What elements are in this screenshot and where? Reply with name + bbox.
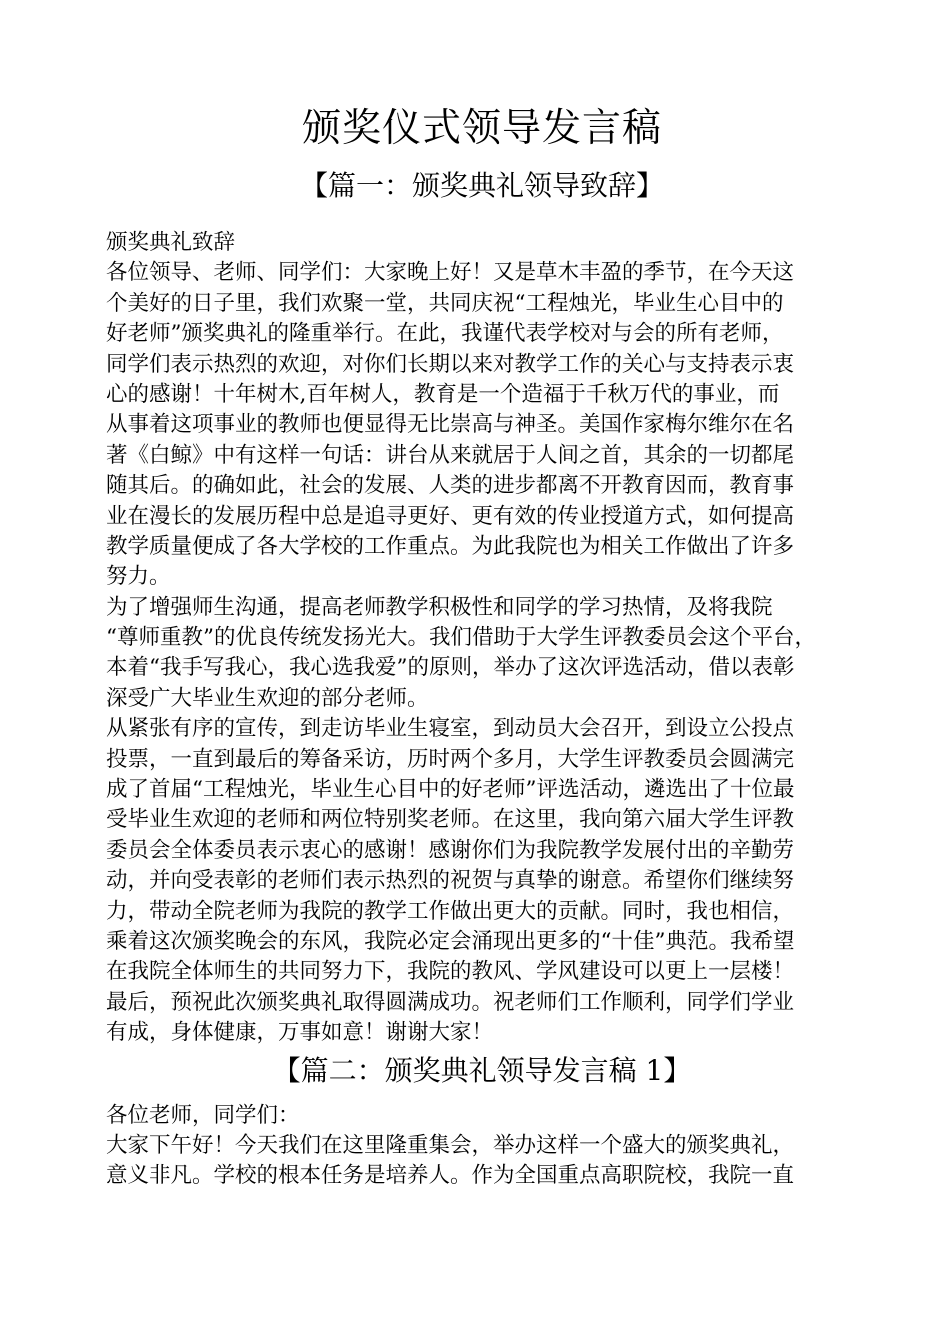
text-line: 大家下午好！今天我们在这里隆重集会，举办这样一个盛大的颁奖典礼， [106, 1132, 795, 1158]
text-line: 好老师”颁奖典礼的隆重举行。在此，我谨代表学校对与会的所有老师， [106, 321, 784, 347]
text-line: 心的感谢！十年树木,百年树人，教育是一个造福于千秋万代的事业，而 [106, 381, 780, 407]
text-line: 教学质量便成了各大学校的工作重点。为此我院也为相关工作做出了许多 [106, 533, 795, 559]
text-line: 著《白鲸》中有这样一句话：讲台从来就居于人间之首，其余的一切都尾 [106, 442, 795, 468]
paragraph [106, 258, 858, 592]
text-line: 业在漫长的发展历程中总是追寻更好、更有效的传业授道方式，如何提高 [106, 503, 795, 529]
paragraph [106, 1131, 858, 1192]
text-line: 意义非凡。学校的根本任务是培养人。作为全国重点高职院校，我院一直 [106, 1163, 795, 1189]
text-line: 为了增强师生沟通，提高老师教学积极性和同学的学习热情，及将我院 [106, 594, 773, 620]
text-line: 在我院全体师生的共同努力下，我院的教风、学风建设可以更上一层楼！ [106, 959, 795, 985]
text-line: 各位领导、老师、同学们：大家晚上好！又是草木丰盈的季节，在今天这 [106, 260, 795, 286]
text-line: 随其后。的确如此，社会的发展、人类的进步都离不开教育因而，教育事 [106, 473, 795, 499]
text-line: “尊师重教”的优良传统发扬光大。我们借助于大学生评教委员会这个平台， [106, 625, 816, 651]
text-line: 最后，预祝此次颁奖典礼取得圆满成功。祝老师们工作顺利，同学们学业 [106, 989, 795, 1015]
section-1-label: 颁奖典礼致辞 [106, 230, 236, 255]
text-line: 深受广大毕业生欢迎的部分老师。 [106, 685, 429, 711]
text-line: 本着“我手写我心，我心选我爱”的原则，举办了这次评选活动，借以表彰 [106, 655, 795, 681]
paragraph [106, 714, 858, 1048]
section-heading-1: 【篇一：颁奖典礼领导致辞】 [299, 169, 664, 202]
text-line: 有成，身体健康，万事如意！谢谢大家！ [106, 1020, 494, 1046]
text-line: 委员会全体委员表示衷心的感谢！感谢你们为我院教学发展付出的辛勤劳 [106, 837, 795, 863]
paragraph [106, 593, 858, 715]
text-line: 从紧张有序的宣传，到走访毕业生寝室，到动员大会召开，到设立公投点 [106, 716, 795, 742]
text-line: 成了首届“工程烛光，毕业生心目中的好老师”评选活动，遴选出了十位最 [106, 777, 795, 803]
section-2-label: 各位老师，同学们： [106, 1102, 300, 1128]
text-line: 力，带动全院老师为我院的教学工作做出更大的贡献。同时，我也相信， [106, 898, 795, 924]
document-title: 颁奖仪式领导发言稿 [301, 106, 662, 151]
text-line: 努力。 [106, 564, 171, 590]
text-line: 个美好的日子里，我们欢聚一堂，共同庆祝“工程烛光，毕业生心目中的 [106, 290, 784, 316]
text-line: 动，并向受表彰的老师们表示热烈的祝贺与真挚的谢意。希望你们继续努 [106, 868, 795, 894]
section-1-body [106, 258, 858, 1048]
text-line: 投票，一直到最后的筹备采访，历时两个多月，大学生评教委员会圆满完 [106, 746, 795, 772]
text-line: 从事着这项事业的教师也便显得无比崇高与神圣。美国作家梅尔维尔在名 [106, 412, 795, 438]
text-line: 乘着这次颁奖晚会的东风，我院必定会涌现出更多的“十佳”典范。我希望 [106, 929, 795, 954]
section-heading-2: 【篇二：颁奖典礼领导发言稿 1】 [272, 1053, 692, 1087]
section-2-body [106, 1131, 858, 1192]
text-line: 受毕业生欢迎的老师和两位特别奖老师。在这里，我向第六届大学生评教 [106, 807, 795, 833]
text-line: 同学们表示热烈的欢迎，对你们长期以来对教学工作的关心与支持表示衷 [106, 351, 795, 377]
